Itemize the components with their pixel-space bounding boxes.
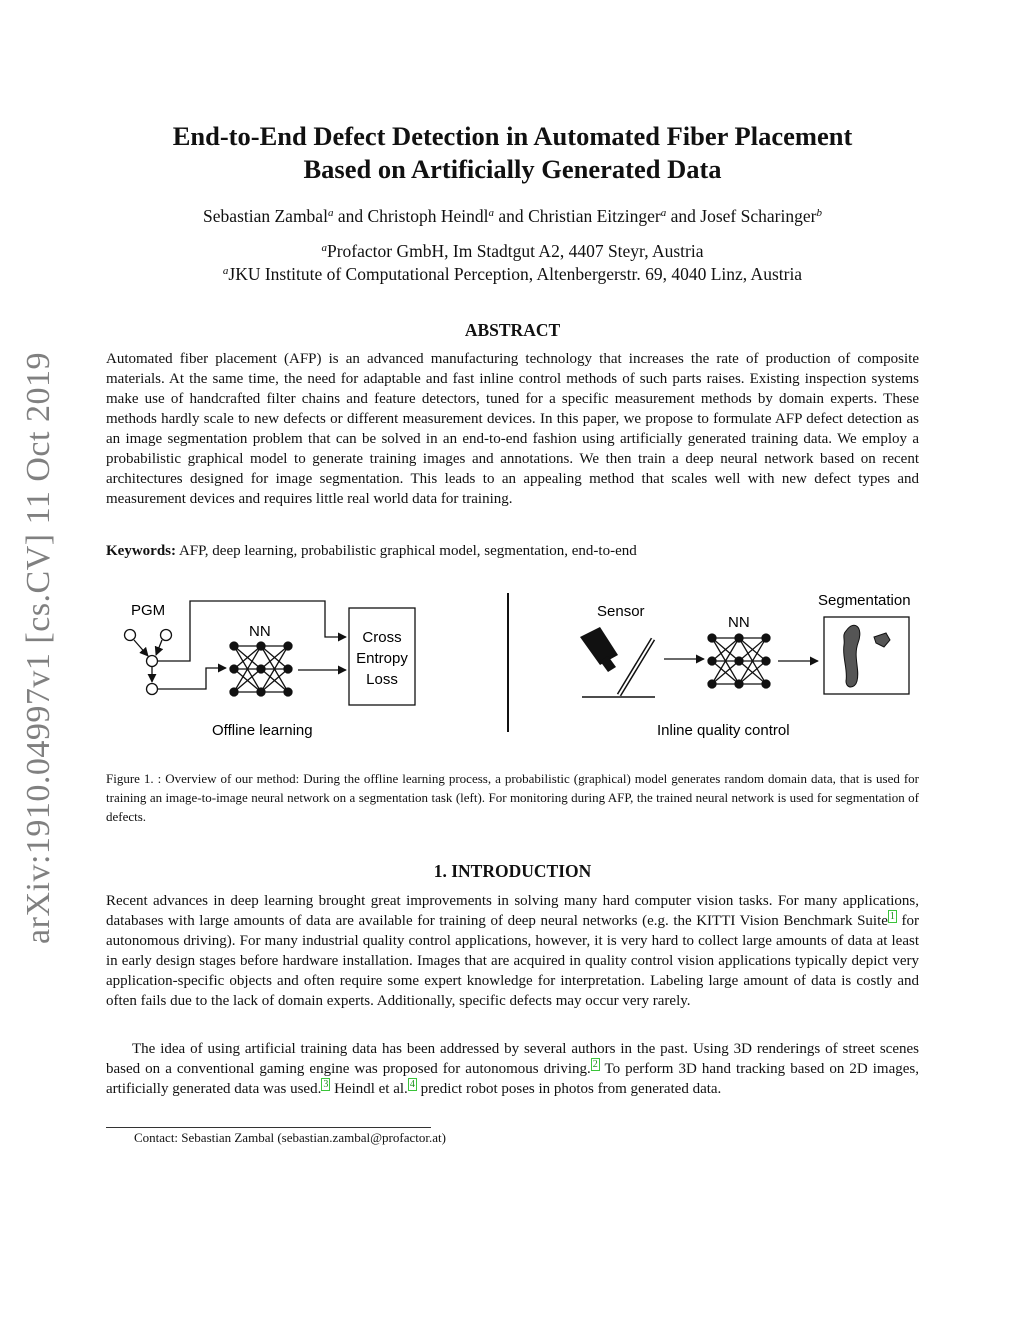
author-name: Sebastian Zambal	[203, 206, 328, 226]
nn-node	[257, 665, 265, 673]
pgm-node	[161, 630, 172, 641]
affil-text: JKU Institute of Computational Perception, Altenbergerstr. 69, 4040 Linz, Austria	[228, 264, 803, 284]
keywords	[106, 541, 919, 561]
nn-node	[762, 634, 770, 642]
nn-node	[257, 688, 265, 696]
pgm-node	[147, 684, 158, 695]
intro-text: To perform 3D hand tracking based on 2D images, artificially generated data was used.	[106, 1061, 920, 1097]
nn-node	[708, 680, 716, 688]
nn-node	[735, 680, 743, 688]
author-name: Christoph Heindl	[367, 206, 489, 226]
nn-label-right: NN	[728, 614, 750, 631]
author-separator: and	[666, 206, 701, 226]
author-affil-mark: a	[327, 207, 334, 219]
neural-network-left	[230, 642, 292, 696]
abstract-text: Automated fiber placement (AFP) is an advanced manufacturing technology that increases the rate of production of composite materials. At the same time, the need for adaptable and fast inline control methods of such parts raises. Existing inspection systems make use of handcrafted filter chains and feature detectors, tuned for a specific measurement methods by domain experts. These methods hardly scale to new defects or different measurement devices. In this paper, we propose to formulate AFP defect detection as an image segmentation problem that can be solved in an end-to-end fashion using artificially generated training data. We employ a probabilistic graphical model to generate training images and annotations. We then train a deep neural network based on recent architectures designed for image segmentation. This leads to an appealing method that scales well with new defect types and measurement devices and requires little real world data for training.	[106, 351, 919, 507]
citation-link[interactable]: 4	[409, 1079, 415, 1090]
loss-label-line2: Entropy	[356, 650, 408, 667]
sensor-label: Sensor	[597, 603, 645, 620]
author-affil-mark: a	[488, 207, 495, 219]
nn-node	[708, 657, 716, 665]
title-line-2: Based on Artificially Generated Data	[303, 154, 722, 184]
citation-link[interactable]: 2	[592, 1059, 598, 1070]
offline-learning-label: Offline learning	[212, 722, 313, 739]
segmentation-label: Segmentation	[818, 592, 911, 609]
paper-title	[86, 120, 939, 186]
nn-label-left: NN	[249, 623, 271, 640]
affil-text: Profactor GmbH, Im Stadtgut A2, 4407 Steyr, Austria	[327, 241, 704, 261]
affiliation-2	[96, 264, 929, 285]
loss-label-line3: Loss	[366, 671, 398, 688]
intro-text: predict robot poses in photos from generated data.	[416, 1081, 722, 1097]
intro-text: for autonomous driving). For many industrial quality control applications, however, it is very hard to collect large amounts of data at least in early design stages before hardware installation. Images that are acquired in quality control vision applications typically depict very application-specific objects and often require some expert knowledge for interpretation. Labeling large amount of data is costly and often fails due to the lack of domain experts. Additionally, specific defects may occur very rarely.	[106, 913, 919, 1009]
author-separator: and	[333, 206, 368, 226]
author-list	[96, 206, 929, 227]
affil-mark: a	[321, 242, 327, 254]
affiliation-1	[96, 241, 929, 262]
citation-link[interactable]: 1	[889, 911, 895, 922]
nn-node	[230, 665, 238, 673]
intro-text: Heindl et al.	[330, 1081, 408, 1097]
footnote-contact: Contact: Sebastian Zambal (sebastian.zambal@profactor.at)	[134, 1130, 446, 1145]
pgm-graph	[125, 630, 172, 695]
footnote-rule	[106, 1127, 431, 1128]
neural-network-right	[708, 634, 770, 688]
title-line-1: End-to-End Defect Detection in Automated Fiber Placement	[172, 121, 853, 151]
citation-link[interactable]: 3	[323, 1079, 329, 1090]
nn-node	[735, 657, 743, 665]
nn-node	[284, 665, 292, 673]
author-affil-mark: a	[660, 207, 667, 219]
figure-diagram	[106, 585, 919, 755]
figure-caption: Figure 1. : Overview of our method: During the offline learning process, a probabilistic (graphical) model generates random domain data, that is used for training an image-to-image neural network on a segmentation task (left). For monitoring during AFP, the trained neural network is used for segmentation of defects.	[106, 771, 919, 824]
intro-text: The idea of using artificial training data has been addressed by several authors in the past. Using 3D renderings of street scenes based on a conventional gaming engine was proposed for autonomous driving.	[106, 1041, 919, 1077]
keywords-text: AFP, deep learning, probabilistic graphical model, segmentation, end-to-end	[178, 543, 637, 559]
keywords-label: Keywords:	[106, 543, 176, 559]
nn-node	[257, 642, 265, 650]
author-name: Josef Scharinger	[700, 206, 817, 226]
nn-node	[230, 642, 238, 650]
pgm-to-nn-arrow	[158, 668, 226, 689]
inline-qc-label: Inline quality control	[657, 722, 790, 739]
nn-node	[284, 688, 292, 696]
intro-paragraph-2	[106, 1039, 919, 1099]
loss-label-line1: Cross	[362, 629, 402, 646]
nn-node	[708, 634, 716, 642]
author-name: Christian Eitzinger	[528, 206, 661, 226]
arxiv-id-text: arXiv:1910.04997v1 [cs.CV] 11 Oct 2019	[20, 351, 58, 944]
sensor-icon	[580, 627, 655, 697]
nn-node	[230, 688, 238, 696]
pgm-node	[147, 656, 158, 667]
intro-heading: 1. INTRODUCTION	[433, 861, 592, 881]
author-affil-mark: b	[816, 207, 822, 219]
intro-paragraph-1	[106, 891, 919, 1011]
pgm-label: PGM	[131, 602, 166, 619]
segmentation-box	[824, 617, 909, 694]
author-separator: and	[494, 206, 529, 226]
arxiv-identifier	[8, 351, 70, 944]
affil-mark: a	[222, 265, 229, 277]
nn-node	[762, 680, 770, 688]
method-overview-figure	[106, 585, 919, 755]
nn-node	[762, 657, 770, 665]
intro-text: Recent advances in deep learning brought great improvements in solving many hard computer vision tasks. For many applications, databases with large amounts of data are available for training of deep neural networks (e.g. the KITTI Vision Benchmark Suite	[106, 893, 919, 929]
abstract-heading: ABSTRACT	[464, 320, 561, 340]
nn-node	[735, 634, 743, 642]
nn-node	[284, 642, 292, 650]
pgm-node	[125, 630, 136, 641]
